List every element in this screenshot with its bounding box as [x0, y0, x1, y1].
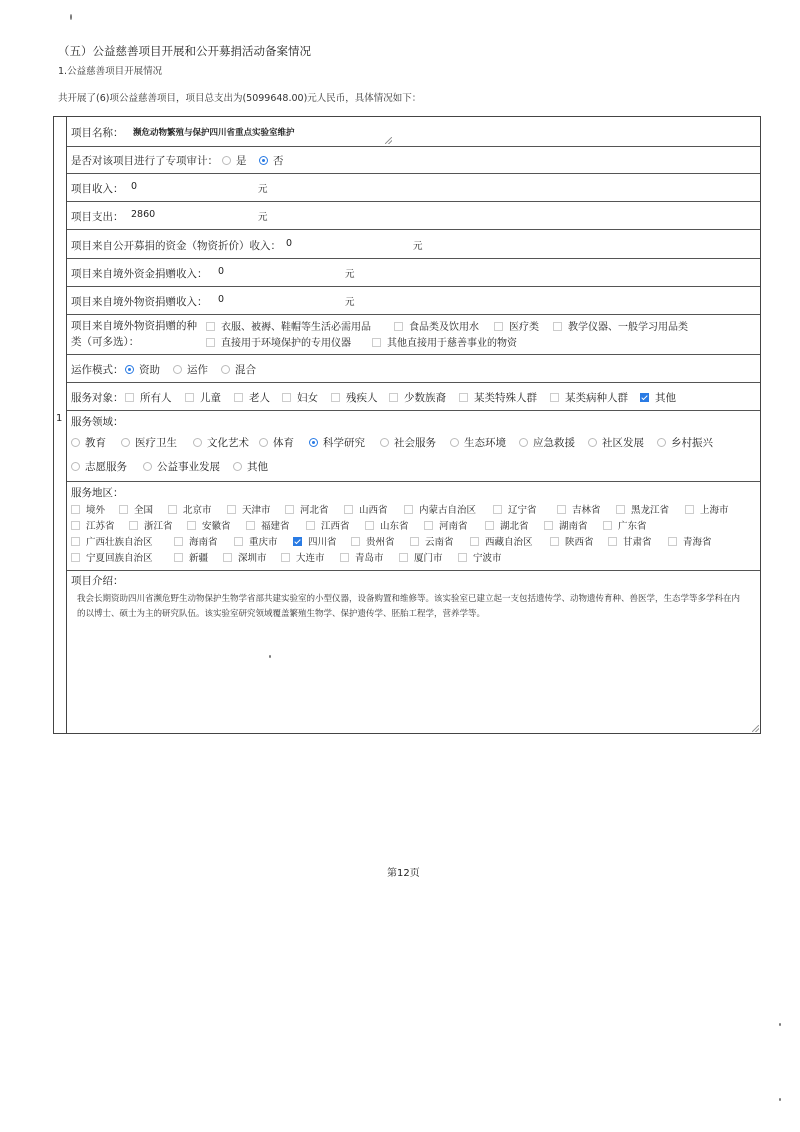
- area-option-text: 贵州省: [366, 537, 395, 548]
- checkbox-icon[interactable]: [668, 537, 677, 546]
- field-option[interactable]: [450, 435, 506, 450]
- radio-icon[interactable]: [173, 365, 182, 374]
- project-name-label: 项目名称：: [71, 127, 124, 139]
- checkbox-icon[interactable]: [234, 537, 243, 546]
- target-option[interactable]: [331, 390, 378, 405]
- area-option[interactable]: [71, 550, 153, 564]
- expense-label: 项目支出：: [71, 211, 124, 223]
- expense-value[interactable]: 2860: [131, 209, 156, 220]
- target-option[interactable]: [459, 390, 537, 405]
- checkbox-icon[interactable]: [227, 505, 236, 514]
- overseas-goods-unit: 元: [345, 297, 355, 308]
- area-option-text: 江西省: [321, 521, 350, 532]
- mode-option-fund[interactable]: [125, 362, 160, 377]
- target-option-other[interactable]: [640, 390, 676, 405]
- field-option[interactable]: [121, 435, 177, 450]
- checkbox-icon[interactable]: [71, 521, 80, 530]
- goods-option-text: 衣服、被褥、鞋帽等生活必需用品: [221, 322, 371, 333]
- radio-icon[interactable]: [233, 462, 242, 471]
- area-option[interactable]: [603, 518, 647, 532]
- page-number: 第12页: [387, 868, 420, 879]
- field-option-text: 其他: [247, 461, 268, 473]
- row-overseas-fund: [67, 258, 760, 287]
- target-option[interactable]: [234, 390, 270, 405]
- audit-yes-text: 是: [236, 155, 247, 167]
- section-title: （五）公益慈善项目开展和公开募捐活动备案情况: [58, 44, 311, 58]
- mode-option-text: 资助: [139, 364, 160, 376]
- resize-grip-icon[interactable]: [752, 725, 759, 732]
- index-column: [54, 117, 67, 733]
- area-option[interactable]: [234, 534, 278, 548]
- checkbox-icon[interactable]: [344, 505, 353, 514]
- checkbox-icon[interactable]: [340, 553, 349, 562]
- checkbox-icon[interactable]: [281, 553, 290, 562]
- area-option-text: 大连市: [296, 553, 325, 564]
- resize-grip-icon[interactable]: [385, 137, 392, 144]
- radio-checked-icon[interactable]: [259, 156, 268, 165]
- target-option-text: 儿童: [200, 392, 221, 404]
- overseas-fund-value[interactable]: 0: [218, 266, 225, 277]
- checkbox-icon[interactable]: [553, 322, 562, 331]
- area-option[interactable]: [174, 550, 208, 564]
- public-fund-label: 项目来自公开募捐的资金（物资折价）收入：: [71, 240, 281, 252]
- area-option-text: 宁夏回族自治区: [86, 553, 153, 564]
- checkbox-icon[interactable]: [404, 505, 413, 514]
- income-label: 项目收入：: [71, 183, 124, 195]
- area-option-text: 重庆市: [249, 537, 278, 548]
- area-option[interactable]: [71, 534, 153, 548]
- radio-icon[interactable]: [71, 438, 80, 447]
- checkbox-icon[interactable]: [246, 521, 255, 530]
- area-option[interactable]: [174, 534, 218, 548]
- area-option-text: 青岛市: [355, 553, 384, 564]
- row-targets: [67, 382, 760, 411]
- goods-type-label-1: 项目来自境外物资捐赠的种: [71, 320, 197, 332]
- overseas-goods-label: 项目来自境外物资捐赠收入：: [71, 296, 208, 308]
- mode-option-operate[interactable]: [173, 362, 208, 377]
- field-option-text: 体育: [273, 437, 294, 449]
- area-option-text: 辽宁省: [508, 505, 537, 516]
- mode-option-text: 运作: [187, 364, 208, 376]
- checkbox-icon[interactable]: [174, 553, 183, 562]
- checkbox-icon[interactable]: [365, 521, 374, 530]
- checkbox-icon[interactable]: [331, 393, 340, 402]
- area-option[interactable]: [458, 550, 502, 564]
- checkbox-icon[interactable]: [187, 521, 196, 530]
- row-audit: [67, 146, 760, 174]
- area-option[interactable]: [404, 502, 476, 516]
- checkbox-icon[interactable]: [351, 537, 360, 546]
- radio-icon[interactable]: [519, 438, 528, 447]
- field-option[interactable]: [71, 459, 127, 474]
- radio-icon[interactable]: [193, 438, 202, 447]
- area-option-text: 上海市: [700, 505, 729, 516]
- area-option[interactable]: [119, 502, 153, 516]
- area-option[interactable]: [306, 518, 350, 532]
- area-option-text: 湖南省: [559, 521, 588, 532]
- target-option[interactable]: [389, 390, 446, 405]
- area-option[interactable]: [285, 502, 329, 516]
- area-option-text: 安徽省: [202, 521, 231, 532]
- goods-option-text: 食品类及饮用水: [409, 322, 479, 333]
- area-option[interactable]: [470, 534, 533, 548]
- goods-option-text: 医疗类: [509, 322, 539, 333]
- area-option-text: 黑龙江省: [631, 505, 670, 516]
- area-option-text: 云南省: [425, 537, 454, 548]
- field-option[interactable]: [380, 435, 436, 450]
- scan-speck: [779, 1023, 781, 1026]
- target-option-text: 老人: [249, 392, 270, 404]
- field-option[interactable]: [233, 459, 268, 474]
- checkbox-checked-icon[interactable]: [640, 393, 649, 402]
- audit-no-text: 否: [273, 155, 284, 167]
- checkbox-icon[interactable]: [206, 322, 215, 331]
- radio-icon[interactable]: [450, 438, 459, 447]
- radio-icon[interactable]: [221, 365, 230, 374]
- intro-label: 项目介绍：: [71, 575, 124, 587]
- goods-option-teaching[interactable]: [553, 318, 688, 333]
- area-option[interactable]: [410, 534, 454, 548]
- checkbox-icon[interactable]: [174, 537, 183, 546]
- field-option-text: 科学研究: [323, 437, 365, 449]
- checkbox-icon[interactable]: [125, 393, 134, 402]
- income-value[interactable]: 0: [131, 181, 138, 192]
- audit-label: 是否对该项目进行了专项审计：: [71, 155, 218, 167]
- area-option[interactable]: [668, 534, 712, 548]
- radio-icon[interactable]: [143, 462, 152, 471]
- public-fund-value[interactable]: 0: [286, 238, 293, 249]
- checkbox-icon[interactable]: [399, 553, 408, 562]
- radio-checked-icon[interactable]: [309, 438, 318, 447]
- area-option-text: 天津市: [242, 505, 271, 516]
- target-option[interactable]: [125, 390, 172, 405]
- field-option-text: 社会服务: [394, 437, 436, 449]
- checkbox-icon[interactable]: [129, 521, 138, 530]
- field-option-text: 乡村振兴: [671, 437, 713, 449]
- field-option[interactable]: [588, 435, 644, 450]
- checkbox-icon[interactable]: [544, 521, 553, 530]
- target-option-text: 残疾人: [346, 392, 378, 404]
- sub-title: 1.公益慈善项目开展情况: [58, 66, 163, 77]
- area-option[interactable]: [557, 502, 601, 516]
- mode-label: 运作模式：: [71, 364, 124, 376]
- checkbox-icon[interactable]: [494, 322, 503, 331]
- field-option-text: 应急救援: [533, 437, 575, 449]
- target-option-text: 某类特殊人群: [474, 392, 537, 404]
- checkbox-icon[interactable]: [493, 505, 502, 514]
- checkbox-icon[interactable]: [372, 338, 381, 347]
- target-option-text: 所有人: [140, 392, 172, 404]
- area-option-text: 浙江省: [144, 521, 173, 532]
- area-option-text: 广东省: [618, 521, 647, 532]
- goods-type-label-2: 类（可多选）：: [71, 336, 140, 348]
- area-option-text: 宁波市: [473, 553, 502, 564]
- area-option[interactable]: [485, 518, 529, 532]
- checkbox-icon[interactable]: [119, 505, 128, 514]
- goods-option-text: 其他直接用于慈善事业的物资: [387, 338, 517, 349]
- checkbox-icon[interactable]: [616, 505, 625, 514]
- checkbox-icon[interactable]: [458, 553, 467, 562]
- checkbox-icon[interactable]: [168, 505, 177, 514]
- radio-icon[interactable]: [259, 438, 268, 447]
- checkbox-icon[interactable]: [550, 537, 559, 546]
- mode-option-mixed[interactable]: [221, 362, 256, 377]
- area-option-text: 深圳市: [238, 553, 267, 564]
- row-expense: [67, 201, 760, 230]
- radio-icon[interactable]: [222, 156, 231, 165]
- area-option[interactable]: [493, 502, 537, 516]
- field-option[interactable]: [519, 435, 575, 450]
- area-option[interactable]: [616, 502, 669, 516]
- goods-option-text: 教学仪器、一般学习用品类: [568, 322, 688, 333]
- row-project-name: [67, 117, 760, 147]
- target-option-text: 其他: [655, 392, 676, 404]
- overseas-fund-unit: 元: [345, 269, 355, 280]
- goods-option-food[interactable]: [394, 318, 479, 333]
- checkbox-icon[interactable]: [459, 393, 468, 402]
- checkbox-icon[interactable]: [71, 505, 80, 514]
- area-option[interactable]: [685, 502, 729, 516]
- area-option-text: 青海省: [683, 537, 712, 548]
- goods-option-text: 直接用于环境保护的专用仪器: [221, 338, 351, 349]
- checkbox-icon[interactable]: [234, 393, 243, 402]
- area-option[interactable]: [351, 534, 395, 548]
- row-areas: [67, 481, 760, 571]
- area-option-text: 山东省: [380, 521, 409, 532]
- area-option[interactable]: [71, 502, 105, 516]
- income-unit: 元: [258, 184, 268, 195]
- target-option[interactable]: [185, 390, 221, 405]
- scan-speck: [269, 655, 271, 658]
- row-goods-type: [67, 314, 760, 355]
- area-option-text: 内蒙古自治区: [419, 505, 477, 516]
- row-public-fund: [67, 229, 760, 259]
- field-option-text: 文化艺术: [207, 437, 249, 449]
- target-option-text: 少数族裔: [404, 392, 446, 404]
- field-option-text: 生态环境: [464, 437, 506, 449]
- overseas-fund-label: 项目来自境外资金捐赠收入：: [71, 268, 208, 280]
- field-option[interactable]: [259, 435, 294, 450]
- area-option[interactable]: [544, 518, 588, 532]
- target-option[interactable]: [550, 390, 628, 405]
- checkbox-icon[interactable]: [71, 537, 80, 546]
- goods-option-other[interactable]: [372, 334, 517, 349]
- field-option[interactable]: [193, 435, 249, 450]
- checkbox-icon[interactable]: [389, 393, 398, 402]
- checkbox-icon[interactable]: [306, 521, 315, 530]
- area-option-text: 全国: [134, 505, 154, 516]
- area-option-text: 厦门市: [414, 553, 443, 564]
- area-option-text: 四川省: [308, 537, 337, 548]
- checkbox-icon[interactable]: [485, 521, 494, 530]
- row-mode: [67, 354, 760, 383]
- field-option[interactable]: [71, 435, 106, 450]
- area-option[interactable]: [424, 518, 468, 532]
- area-option-text: 河北省: [300, 505, 329, 516]
- summary-text: 共开展了(6)项公益慈善项目，项目总支出为(5099648.00)元人民币，具体情况如下：: [58, 93, 422, 104]
- area-option-text: 北京市: [183, 505, 212, 516]
- checkbox-icon[interactable]: [608, 537, 617, 546]
- checkbox-icon[interactable]: [185, 393, 194, 402]
- target-option-text: 某类病种人群: [565, 392, 628, 404]
- area-option-text: 广西壮族自治区: [86, 537, 153, 548]
- field-option-text: 医疗卫生: [135, 437, 177, 449]
- area-option[interactable]: [365, 518, 409, 532]
- target-option[interactable]: [282, 390, 318, 405]
- checkbox-icon[interactable]: [206, 338, 215, 347]
- targets-label: 服务对象：: [71, 392, 124, 404]
- expense-unit: 元: [258, 212, 268, 223]
- checkbox-checked-icon[interactable]: [293, 537, 302, 546]
- checkbox-icon[interactable]: [550, 393, 559, 402]
- area-option[interactable]: [168, 502, 212, 516]
- radio-icon[interactable]: [71, 462, 80, 471]
- radio-checked-icon[interactable]: [125, 365, 134, 374]
- area-option[interactable]: [227, 502, 271, 516]
- area-option-text: 海南省: [189, 537, 218, 548]
- area-option-text: 江苏省: [86, 521, 115, 532]
- checkbox-icon[interactable]: [410, 537, 419, 546]
- audit-yes-option[interactable]: [222, 153, 247, 168]
- field-option-text: 教育: [85, 437, 106, 449]
- area-option[interactable]: [340, 550, 384, 564]
- area-option[interactable]: [550, 534, 594, 548]
- field-option[interactable]: [657, 435, 713, 450]
- checkbox-icon[interactable]: [71, 553, 80, 562]
- area-option[interactable]: [187, 518, 231, 532]
- row-fields: [67, 410, 760, 482]
- area-option-text: 山西省: [359, 505, 388, 516]
- row-index: 1: [56, 413, 63, 424]
- row-intro: [67, 570, 760, 733]
- project-name-value[interactable]: 濒危动物繁殖与保护四川省重点实验室维护: [133, 128, 295, 138]
- area-option-text: 境外: [86, 505, 106, 516]
- checkbox-icon[interactable]: [470, 537, 479, 546]
- goods-option-environment[interactable]: [206, 334, 351, 349]
- area-option-text: 河南省: [439, 521, 468, 532]
- radio-icon[interactable]: [380, 438, 389, 447]
- area-option-sichuan[interactable]: [293, 534, 337, 548]
- row-overseas-goods: [67, 286, 760, 315]
- checkbox-icon[interactable]: [285, 505, 294, 514]
- area-option-text: 吉林省: [572, 505, 601, 516]
- public-fund-unit: 元: [413, 241, 423, 252]
- checkbox-icon[interactable]: [685, 505, 694, 514]
- mode-option-text: 混合: [235, 364, 256, 376]
- target-option-text: 妇女: [297, 392, 318, 404]
- area-option-text: 新疆: [189, 553, 209, 564]
- goods-option-medical[interactable]: [494, 318, 539, 333]
- checkbox-icon[interactable]: [223, 553, 232, 562]
- checkbox-icon[interactable]: [603, 521, 612, 530]
- field-option-text: 公益事业发展: [157, 461, 220, 473]
- area-option-text: 陕西省: [565, 537, 594, 548]
- checkbox-icon[interactable]: [282, 393, 291, 402]
- area-option-text: 西藏自治区: [485, 537, 533, 548]
- scan-speck: [779, 1098, 781, 1101]
- areas-label: 服务地区：: [71, 487, 124, 499]
- area-option[interactable]: [246, 518, 290, 532]
- area-option-text: 湖北省: [500, 521, 529, 532]
- checkbox-icon[interactable]: [557, 505, 566, 514]
- checkbox-icon[interactable]: [394, 322, 403, 331]
- radio-icon[interactable]: [121, 438, 130, 447]
- field-option-science[interactable]: [309, 435, 365, 450]
- goods-option-daily[interactable]: [206, 318, 371, 333]
- area-option[interactable]: [344, 502, 388, 516]
- area-option[interactable]: [223, 550, 267, 564]
- area-option[interactable]: [281, 550, 325, 564]
- fields-label: 服务领域：: [71, 416, 124, 428]
- field-option-text: 社区发展: [602, 437, 644, 449]
- radio-icon[interactable]: [588, 438, 597, 447]
- area-option[interactable]: [608, 534, 652, 548]
- area-option-text: 福建省: [261, 521, 290, 532]
- row-income: [67, 173, 760, 202]
- field-option-text: 志愿服务: [85, 461, 127, 473]
- checkbox-icon[interactable]: [424, 521, 433, 530]
- area-option[interactable]: [129, 518, 173, 532]
- radio-icon[interactable]: [657, 438, 666, 447]
- overseas-goods-value[interactable]: 0: [218, 294, 225, 305]
- area-option[interactable]: [399, 550, 443, 564]
- field-option[interactable]: [143, 459, 220, 474]
- audit-no-option[interactable]: [259, 153, 284, 168]
- intro-text[interactable]: 我会长期资助四川省濒危野生动物保护生物学省部共建实验室的小型仪器，设备购置和维修等。该实验室已建立起一支包括遗传学、动物遗传育种、兽医学，生态学等多学科在内的以博士、硕士为主的研究队伍。该实验室研究领域覆盖繁殖生物学、保护遗传学、胚胎工程学，营养学等。: [77, 594, 741, 619]
- project-table: [53, 116, 761, 734]
- area-option-text: 甘肃省: [623, 537, 652, 548]
- area-option[interactable]: [71, 518, 115, 532]
- scan-speck: [70, 14, 72, 20]
